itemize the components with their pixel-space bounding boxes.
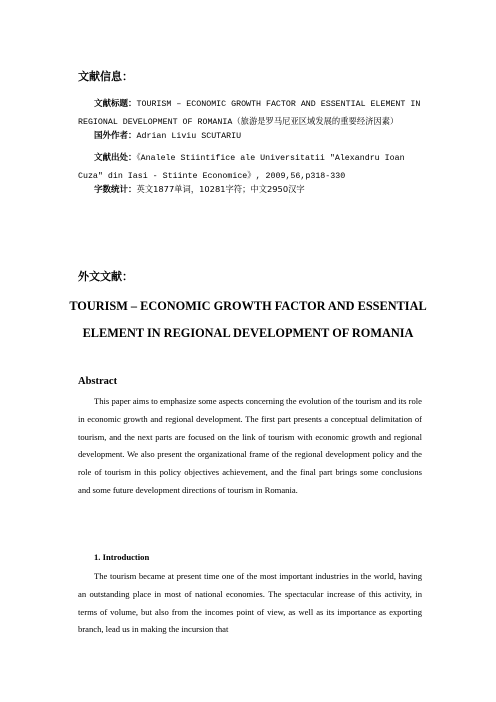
meta-author-value: Adrian Liviu SCUTARIU: [136, 132, 242, 141]
meta-count-value: 英文1877单词，10281字符；中文2950汉字: [136, 184, 305, 194]
abstract-paragraph: This paper aims to emphasize some aspects concerning the evolution of the tourism and its role in economic growth and regional development. The first part presents a conceptual delimitation of tourism, and the next parts are focused on the link of tourism with economic growth and regional development. We also present the organizational frame of the regional development policy and the role of tourism in this policy objectives achievement, and the final part brings some conclusions and some future development directions of tourism in Romania.: [78, 396, 422, 495]
intro-paragraph: The tourism became at present time one of the most important industries in the world, having an outstanding place in most of national economies. The spectacular increase of this activity, in terms of volume, but also from the incomes point of view, as well as its importance as exporting branch, lead us in making the incursion that: [78, 571, 422, 635]
meta-title-value: TOURISM – ECONOMIC GROWTH FACTOR AND ESSENTIAL ELEMENT IN REGIONAL DEVELOPMENT OF ROMANIA: [78, 100, 421, 127]
meta-title-label: 文献标题：: [94, 99, 137, 109]
intro-heading: 1. Introduction: [94, 552, 150, 562]
abstract-heading: Abstract: [78, 376, 118, 387]
foreign-heading: 外文文献：: [78, 270, 133, 283]
meta-title-cn: （旅游是罗马尼亚区域发展的重要经济因素）: [232, 116, 399, 126]
meta-source-label: 文献出处：: [94, 153, 137, 163]
meta-count-row: [94, 181, 438, 198]
paper-title: TOURISM – ECONOMIC GROWTH FACTOR AND ESSENTIAL ELEMENT IN REGIONAL DEVELOPMENT OF ROMANIA: [69, 299, 427, 340]
meta-author-row: [94, 127, 438, 145]
meta-source-value: 《Analele Stiintifice ale Universitatii "Alexandru Ioan Cuza" din Iasi - Stiinte Economice》, 2009,56,p318-330: [78, 154, 405, 181]
meta-count-label: 字数统计：: [94, 185, 137, 195]
meta-source-row: [78, 149, 422, 185]
meta-title-row: [78, 95, 422, 131]
meta-author-label: 国外作者：: [94, 131, 137, 141]
info-heading: 文献信息：: [78, 70, 133, 83]
